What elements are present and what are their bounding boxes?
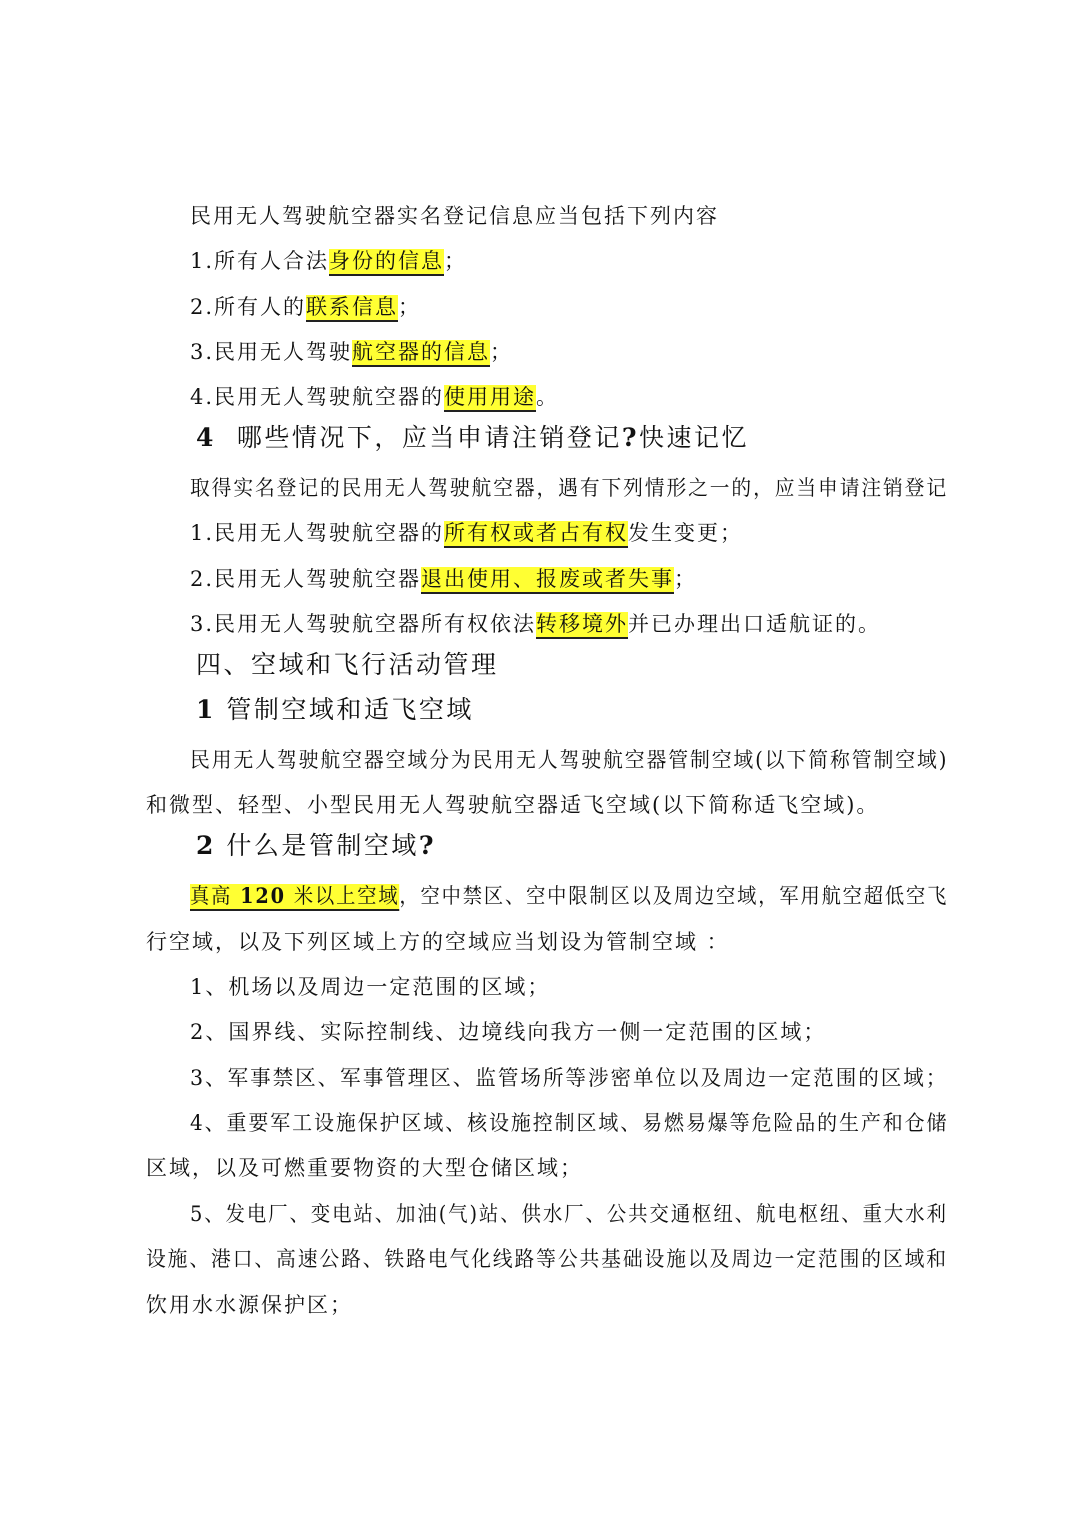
list-item (190, 337, 513, 367)
subsection-heading (196, 695, 474, 725)
heading-number: 1 (196, 695, 216, 724)
list-item (190, 609, 881, 639)
highlight-suffix: 米以上空域 (293, 884, 400, 908)
list-item: 5、发电厂、变电站、加油(气)站、供水厂、公共交通枢纽、航电枢纽、重大水利 (190, 1202, 948, 1226)
list-item (190, 564, 697, 594)
item-text: ； (674, 567, 698, 591)
item-text: 2.所有人的 (190, 295, 307, 319)
list-item: 2、国界线、实际控制线、边境线向我方一侧一定范围的区域； (190, 1020, 827, 1044)
highlight-number: 120 (240, 883, 286, 908)
highlighted-text: 所有权或者占有权 (444, 521, 628, 548)
list-item (190, 246, 467, 276)
item-text: 3.民用无人驾驶航空器所有权依法 (190, 612, 537, 636)
highlighted-text: 转移境外 (536, 612, 628, 639)
item-text: 1.民用无人驾驶航空器的 (190, 521, 445, 545)
paragraph-text: ，空中禁区、空中限制区以及周边空域，军用航空超低空飞 (399, 884, 949, 908)
list-item (190, 292, 421, 322)
highlighted-text: 航空器的信息 (352, 340, 490, 367)
section-heading (196, 423, 749, 453)
heading-punctuation: ? (418, 831, 437, 860)
item-text: ； (398, 295, 422, 319)
registration-intro: 民用无人驾驶航空器实名登记信息应当包括下列内容 (190, 204, 719, 228)
paragraph-line: 和微型、轻型、小型民用无人驾驶航空器适飞空域(以下简称适飞空域)。 (146, 793, 880, 817)
list-item-continuation: 设施、港口、高速公路、铁路电气化线路等公共基础设施以及周边一定范围的区域和 (146, 1247, 948, 1271)
item-text: 1.所有人合法 (190, 249, 330, 273)
heading-number: 2 (196, 831, 216, 860)
highlighted-text (190, 884, 399, 911)
highlight-prefix: 真高 (190, 884, 233, 908)
heading-text: 哪些情况下，应当申请注销登记 (236, 423, 622, 452)
item-text: ； (444, 249, 468, 273)
item-text: 发生变更； (628, 521, 744, 545)
item-text: 2.民用无人驾驶航空器 (190, 567, 422, 591)
highlighted-text: 联系信息 (306, 295, 398, 322)
paragraph-line (190, 881, 948, 911)
list-item: 3、军事禁区、军事管理区、监管场所等涉密单位以及周边一定范围的区域； (190, 1066, 949, 1090)
list-item-continuation: 饮用水水源保护区； (146, 1293, 353, 1317)
subsection-heading (196, 831, 436, 861)
list-item-continuation: 区域，以及可燃重要物资的大型仓储区域； (146, 1156, 583, 1180)
list-item (190, 382, 559, 412)
list-item (190, 518, 743, 548)
item-text: ； (490, 340, 514, 364)
heading-text: 管制空域和适飞空域 (226, 695, 474, 724)
highlighted-text: 使用用途 (444, 385, 536, 412)
item-text: 。 (536, 385, 560, 409)
item-text: 并已办理出口适航证的。 (628, 612, 882, 636)
paragraph-line: 行空域，以及下列区域上方的空域应当划设为管制空域 ： (146, 930, 730, 954)
heading-punctuation: ? (621, 423, 639, 452)
highlighted-text: 退出使用、报废或者失事 (421, 567, 674, 594)
list-item: 4、重要军工设施保护区域、核设施控制区域、易燃易爆等危险品的生产和仓储 (190, 1111, 949, 1135)
section-title: 四、空域和飞行活动管理 (196, 650, 499, 679)
item-text: 4.民用无人驾驶航空器的 (190, 385, 445, 409)
list-item: 1、机场以及周边一定范围的区域； (190, 975, 551, 999)
heading-text: 快速记忆 (638, 423, 749, 452)
heading-text: 什么是管制空域 (226, 831, 419, 860)
heading-number: 4 (196, 423, 216, 452)
cancel-intro: 取得实名登记的民用无人驾驶航空器，遇有下列情形之一的，应当申请注销登记 (190, 476, 948, 500)
paragraph-line: 民用无人驾驶航空器空域分为民用无人驾驶航空器管制空域(以下简称管制空域) (190, 748, 949, 772)
item-text: 3.民用无人驾驶 (190, 340, 353, 364)
highlighted-text: 身份的信息 (329, 249, 444, 276)
